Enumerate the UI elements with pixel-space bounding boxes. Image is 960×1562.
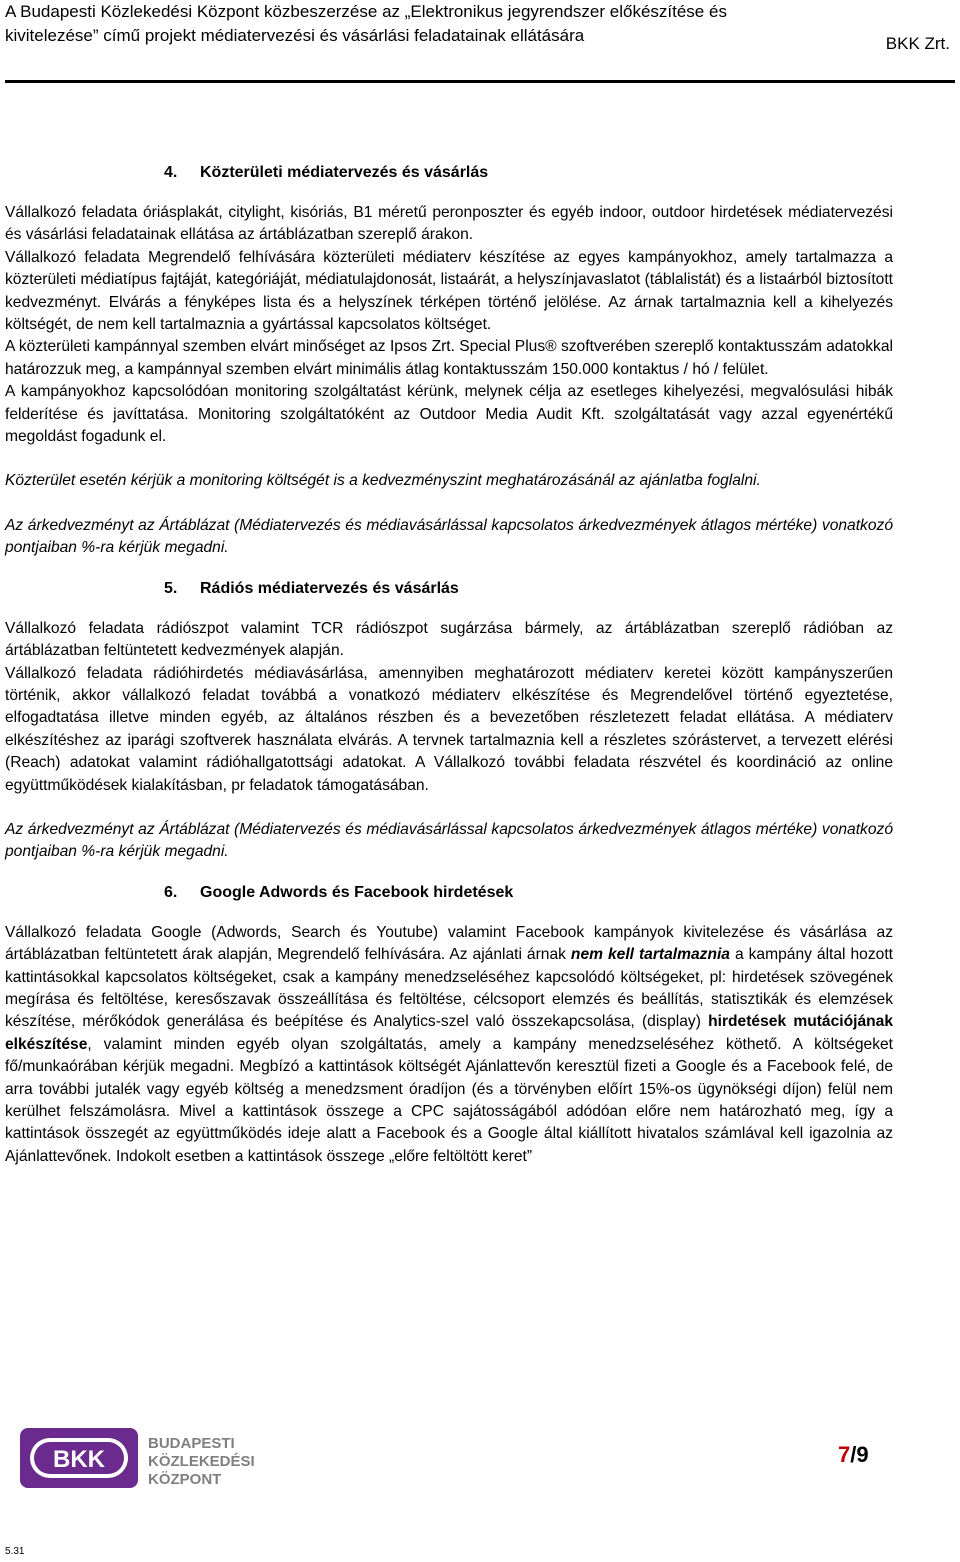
paragraph: A közterületi kampánnyal szemben elvárt minőséget az Ipsos Zrt. Special Plus® szoftverében szereplő kontaktusszám adatokkal határozzuk meg, a kampánnyal szemben elvárt minimális átlag kontaktusszám 150.000 kontaktus / hó / felület. xyxy=(5,338,893,378)
main-content xyxy=(5,158,893,1168)
italic-note: Az árkedvezményt az Ártáblázat (Médiatervezés és médiavásárlással kapcsolatos árkedvezmények átlagos mértéke) vonatkozó pontjaiban %-ra kérjük megadni. xyxy=(5,516,893,557)
logo-text: BKK xyxy=(53,1446,105,1473)
paragraph: Vállalkozó feladata rádiószpot valamint TCR rádiószpot sugárzása bármely, az ártáblázatban szereplő rádióban az ártáblázatban feltüntetett kedvezmények alapján. xyxy=(5,619,893,660)
bkk-logo xyxy=(20,1420,270,1495)
section-number: 6. xyxy=(164,883,178,901)
document-title: A Budapesti Közlekedési Központ közbeszerzése az „Elektronikus jegyrendszer előkészítése és kivitelezése” című projekt médiatervezési és vásárlási feladatainak ellátására xyxy=(5,2,727,45)
page-number xyxy=(838,1442,869,1468)
section-title: Közterületi médiatervezés és vásárlás xyxy=(200,164,489,181)
section-number: 4. xyxy=(164,164,178,181)
text-run: a kampány által hozott kattintásokkal kapcsolatos költségeket, csak a kampány menedzseléséhez kapcsolódó költségeket, pl: hirdetések szövegének megírása és feltöltése, keresőszavak összeállítása és feltöltése, célcsoport elemzés és beállítás, statisztikák és elemzések készítése, mérőkódok generálása és beépítése és Analytics-szel való összekapcsolása, (display) xyxy=(5,946,893,1031)
section-number: 5. xyxy=(164,579,178,597)
paragraph: Vállalkozó feladata rádióhirdetés médiavásárlása, amennyiben meghatározott médiaterv keretei között kampányszerűen történik, akkor vállalkozó feladat továbbá a vonatkozó médiaterv elkészítése és Megrendelővel történő egyeztetése, elfogadtatása illetve minden egyéb, az általános részben és a bevezetőben részletezett feladat ellátása. A médiaterv elkészítéshez az iparági szoftverek használata elvárás. A tervnek tartalmaznia kell a részletes szórástervet, a tervezett elérési (Reach) adatokat valamint rádióhallgatottsági adatokat. A Vállalkozó további feladata részvétel és koordináció az online együttműködések kialakításban, pr feladatok támogatásában. xyxy=(5,664,893,794)
paragraph xyxy=(5,922,893,1168)
logo-line: KÖZPONT xyxy=(148,1471,222,1488)
logo-line: BUDAPESTI xyxy=(148,1435,235,1452)
section-title: Rádiós médiatervezés és vásárlás xyxy=(200,579,459,597)
bold-run: hirdetések mutációjának elkészítése xyxy=(5,1013,893,1053)
paragraph: A kampányokhoz kapcsolódóan monitoring szolgáltatást kérünk, melynek célja az esetleges kihelyezési, megvalósulási hibák felderítése és javíttatása. Monitoring szolgáltatóként az Outdoor Media Audit Kft. szolgáltatását vagy azzal egyenértékű megoldást fogadunk el. xyxy=(5,383,893,446)
paragraph: Vállalkozó feladata Megrendelő felhívására közterületi médiaterv készítése az egyes kampányokhoz, amely tartalmazza a közterületi médiatípus fajtáját, kategóriáját, médiatulajdonosát, listaárát, a helyszínjavaslatot (táblalistát) és a listaárból biztosított kedvezményt. Elvárás a fényképes lista és a helyszínek térképen történő jelölése. Az árnak tartalmaznia kell a kihelyezés költségét, de nem kell tartalmaznia a gyártással kapcsolatos költséget. xyxy=(5,248,893,334)
company-name: BKK Zrt. xyxy=(885,34,950,53)
section-title: Google Adwords és Facebook hirdetések xyxy=(200,883,514,901)
logo-line: KÖZLEKEDÉSI xyxy=(148,1453,255,1470)
page-header xyxy=(5,0,955,83)
text-run: Vállalkozó feladata Google (Adwords, Search és Youtube) valamint Facebook kampányok kivitelezése és vásárlása az ártáblázatban feltüntetett árak alapján, Megrendelő felhívására. Az ajánlati árnak xyxy=(5,923,893,964)
page-current: 7 xyxy=(838,1442,851,1467)
page-total: /9 xyxy=(850,1442,869,1467)
section-6-heading xyxy=(5,878,893,908)
italic-note: Közterület esetén kérjük a monitoring költségét is a kedvezményszint meghatározásánál az ajánlatba foglalni. xyxy=(5,472,761,490)
text-run: , valamint minden egyéb olyan szolgáltatás, amely a kampány menedzseléséhez köthető. A költségeket fő/munkaórában kérjük megadni. Megbízó a kattintások költségét Ajánlattevőn keresztül fizeti a Google és a Facebook felé, de arra további jutalék vagy egyéb költség a menedzsment óradíjon (és a törvényben előírt 15%-os ügynökségi díjon) felül nem kerülhet felszámolásra. Mivel a kattintások összege a CPC sajátosságából adódóan előre nem határozható meg, így a kattintások összegét az együttműködés ideje alatt a Facebook és a Google által kiállított hivatalos számlával kell igazolnia az Ajánlattevőnek. Indokolt esetben a kattintások összege „előre feltöltött keret” xyxy=(5,1035,893,1165)
italic-note: Az árkedvezményt az Ártáblázat (Médiatervezés és médiavásárlással kapcsolatos árkedvezmények átlagos mértéke) vonatkozó pontjaiban %-ra kérjük megadni. xyxy=(5,820,893,861)
emphasis-run: nem kell tartalmaznia xyxy=(570,946,730,964)
version-label: 5.31 xyxy=(5,1546,25,1557)
section-5-heading xyxy=(5,574,893,604)
paragraph: Vállalkozó feladata óriásplakát, citylight, kisóriás, B1 méretű peronposzter és egyéb indoor, outdoor hirdetések médiatervezési és vásárlási feladatainak ellátása az ártáblázatban szereplő árakon. xyxy=(5,204,893,244)
section-4-heading xyxy=(5,158,893,188)
